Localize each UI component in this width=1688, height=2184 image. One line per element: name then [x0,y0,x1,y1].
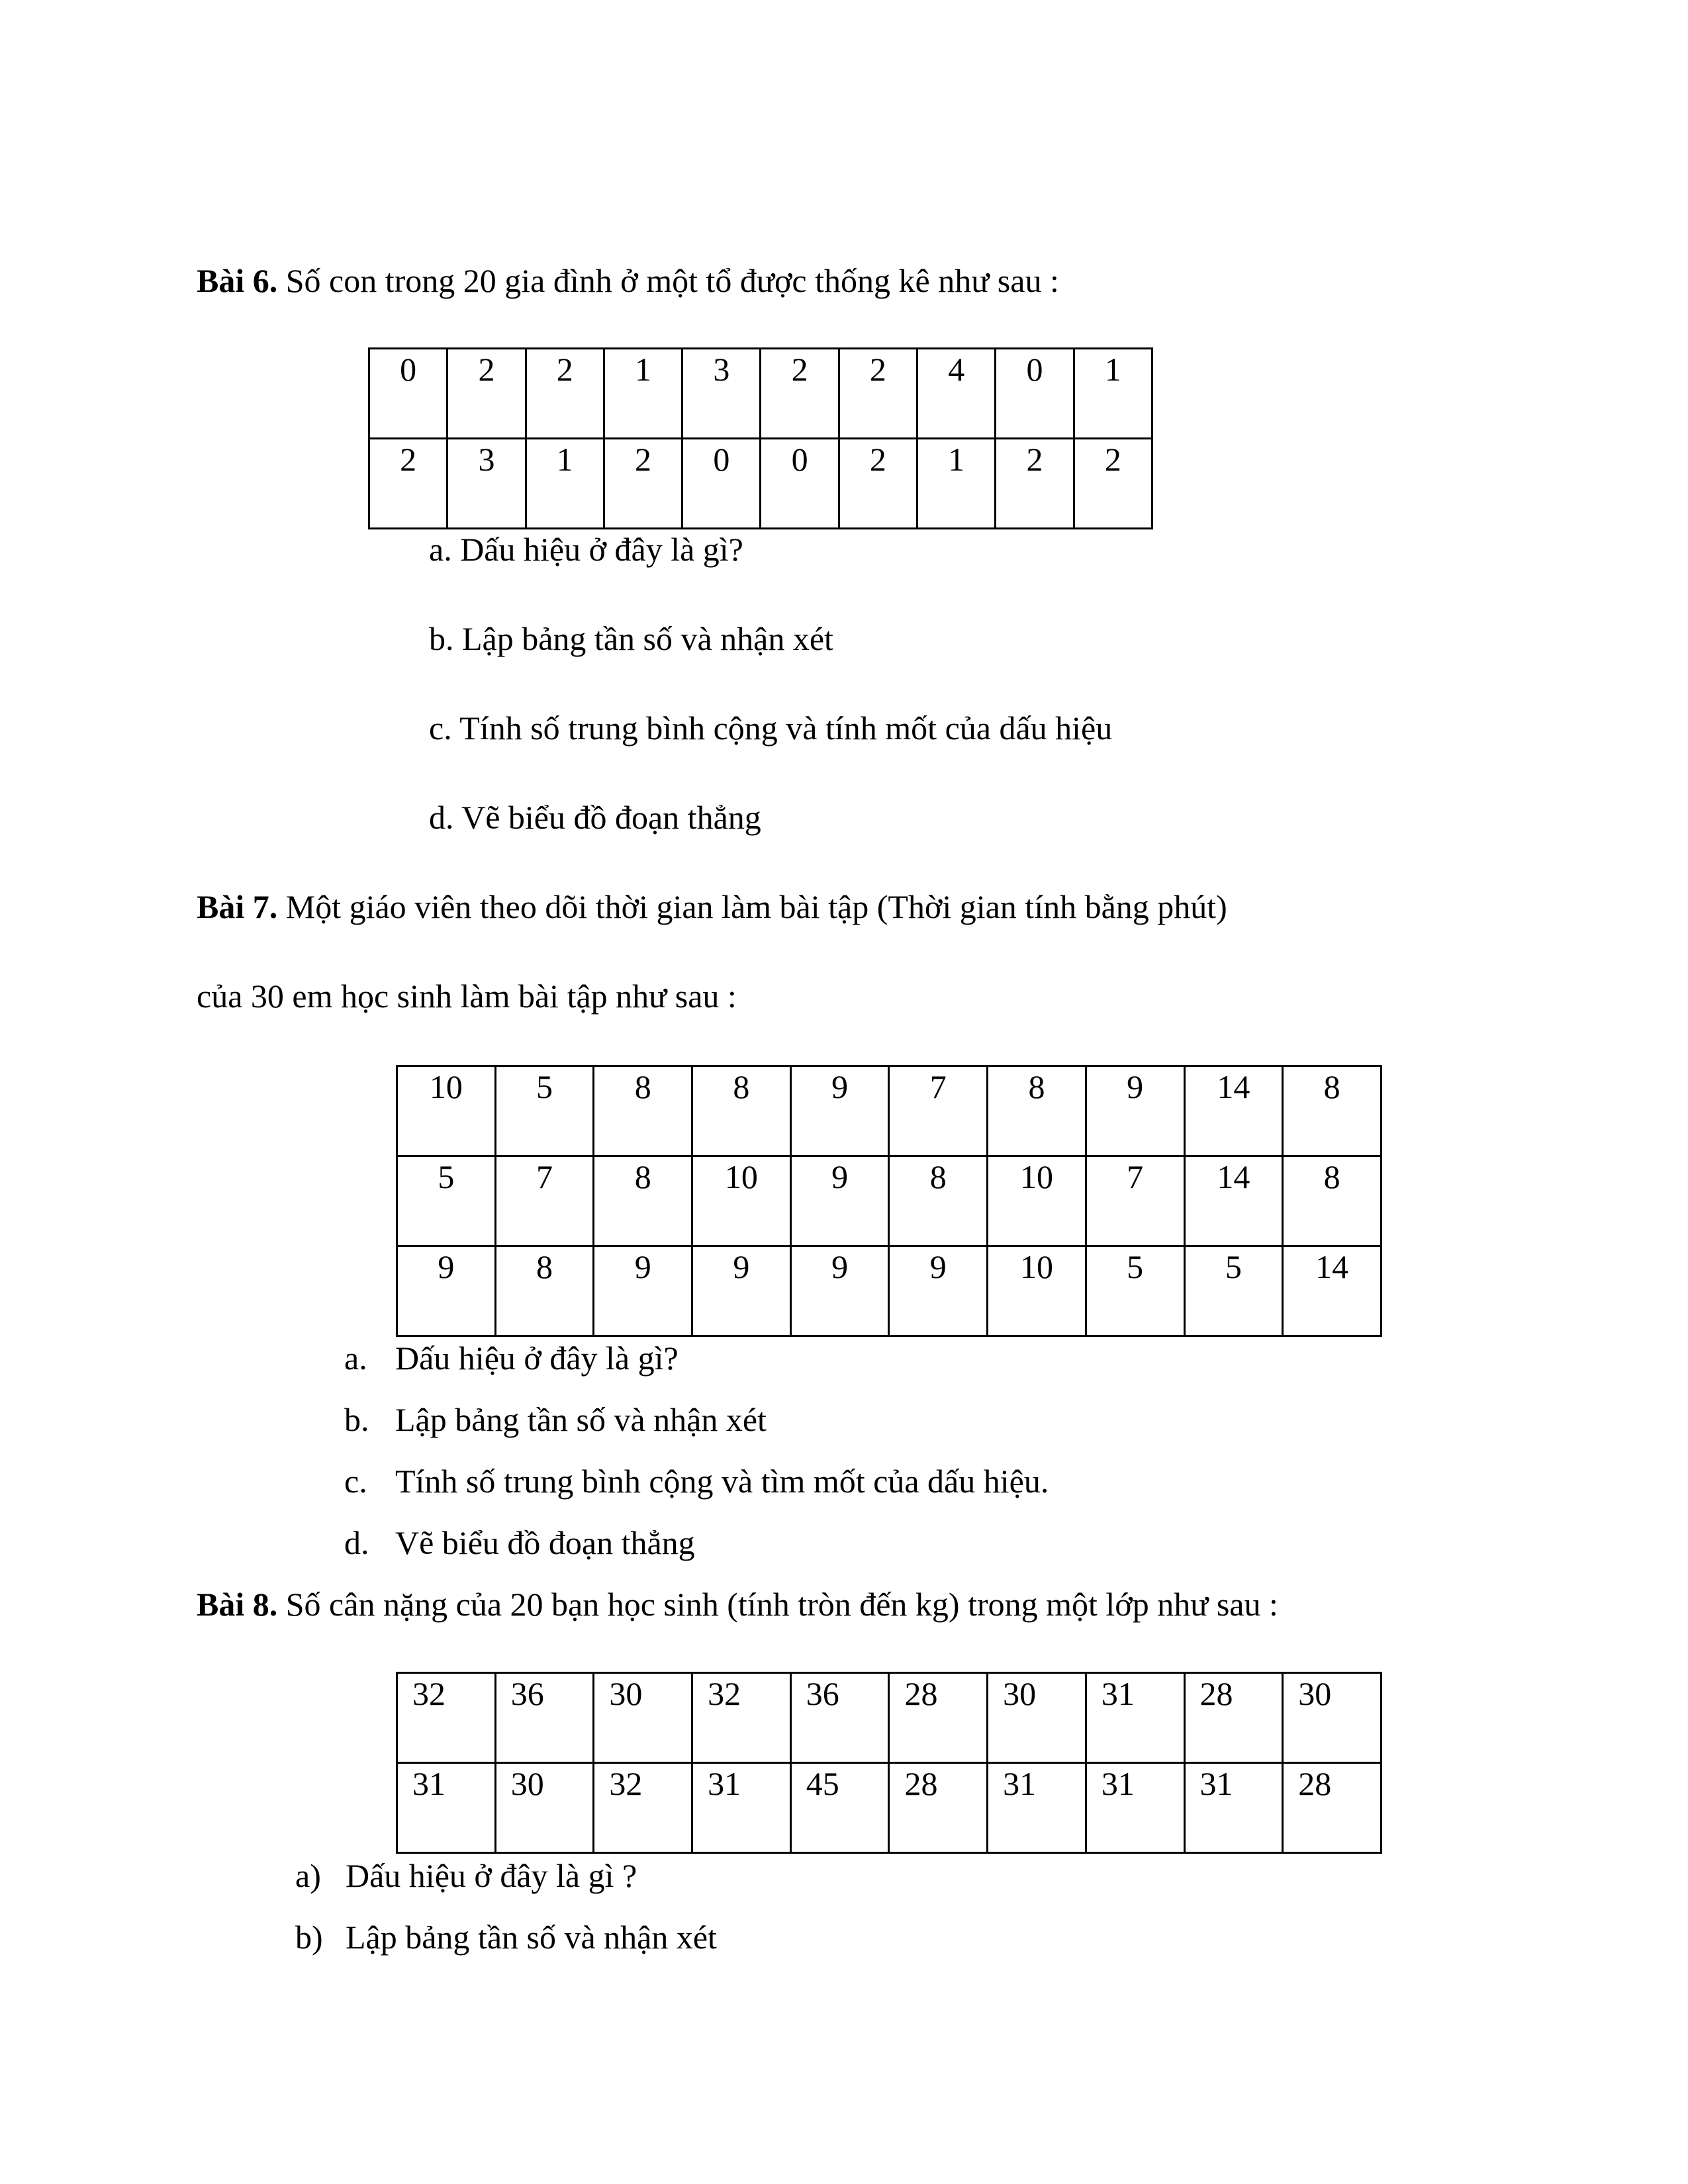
table-cell: 45 [790,1763,889,1853]
table-cell: 28 [889,1763,988,1853]
table-cell: 7 [889,1066,988,1156]
table-cell: 5 [495,1066,594,1156]
table-cell: 2 [447,349,526,439]
table-cell: 7 [495,1156,594,1246]
table-cell: 30 [988,1673,1086,1763]
table-cell: 0 [761,439,839,529]
table-cell: 1 [917,439,996,529]
table-row [397,1156,1382,1246]
table-cell: 32 [397,1673,496,1763]
table-cell: 2 [369,439,447,529]
table-cell: 9 [790,1066,889,1156]
table-cell: 8 [495,1246,594,1336]
bai7-question-b-marker: b. [344,1401,369,1438]
table-row [369,349,1152,439]
table-cell: 2 [526,349,604,439]
table-cell: 36 [790,1673,889,1763]
table-cell: 3 [682,349,761,439]
table-cell: 3 [447,439,526,529]
table-cell: 9 [889,1246,988,1336]
bai8-text: Số cân nặng của 20 bạn học sinh (tính tròn đến kg) trong một lớp như sau : [277,1586,1278,1623]
table-cell: 5 [1184,1246,1283,1336]
bai8-question-b [295,1917,717,1957]
table-row [397,1673,1382,1763]
table-cell: 9 [790,1246,889,1336]
table-cell: 2 [604,439,682,529]
table-cell: 31 [1086,1763,1184,1853]
bai7-question-a [344,1338,679,1378]
bai6-question-d: d. Vẽ biểu đồ đoạn thẳng [429,799,761,836]
table-cell: 2 [1074,439,1152,529]
table-cell: 10 [988,1246,1086,1336]
bai6-question-c: c. Tính số trung bình cộng và tính mốt của dấu hiệu [429,709,1113,747]
table-cell: 2 [761,349,839,439]
table-cell: 14 [1283,1246,1382,1336]
bai7-question-a-marker: a. [344,1340,367,1377]
table-cell: 2 [839,439,917,529]
table-cell: 0 [369,349,447,439]
table-cell: 9 [692,1246,791,1336]
bai7-table [396,1065,1382,1337]
table-cell: 5 [1086,1246,1184,1336]
table-cell: 8 [988,1066,1086,1156]
table-cell: 9 [1086,1066,1184,1156]
bai7-text: Một giáo viên theo dõi thời gian làm bài tập (Thời gian tính bằng phút) [277,888,1227,925]
table-cell: 0 [682,439,761,529]
table-cell: 30 [1283,1673,1382,1763]
table-cell: 8 [1283,1066,1382,1156]
bai8-table [396,1672,1382,1854]
bai7-question-c-text: Tính số trung bình cộng và tìm mốt của dấu hiệu. [395,1463,1049,1500]
bai6-question-a: a. Dấu hiệu ở đây là gì? [429,531,743,568]
bai8-question-a [295,1856,637,1895]
table-cell: 9 [397,1246,496,1336]
bai7-question-c [344,1461,1049,1501]
table-row [397,1246,1382,1336]
table-cell: 10 [397,1066,496,1156]
table-cell: 32 [594,1763,692,1853]
table-cell: 28 [1283,1763,1382,1853]
bai6-label: Bài 6. [197,262,278,299]
table-cell: 14 [1184,1156,1283,1246]
table-row [397,1066,1382,1156]
bai7-question-d-text: Vẽ biểu đồ đoạn thẳng [395,1524,695,1561]
table-cell: 8 [594,1066,692,1156]
bai7-label: Bài 7. [197,888,278,925]
table-cell: 2 [996,439,1074,529]
table-cell: 9 [594,1246,692,1336]
bai7-question-a-text: Dấu hiệu ở đây là gì? [395,1340,679,1377]
table-cell: 9 [790,1156,889,1246]
bai7-heading [197,887,1227,927]
table-cell: 28 [889,1673,988,1763]
bai8-question-b-text: Lập bảng tần số và nhận xét [346,1919,717,1956]
bai8-label: Bài 8. [197,1586,278,1623]
bai8-question-b-marker: b) [295,1919,323,1956]
table-cell: 14 [1184,1066,1283,1156]
table-cell: 10 [988,1156,1086,1246]
table-cell: 1 [526,439,604,529]
table-row [369,439,1152,529]
table-cell: 32 [692,1673,791,1763]
bai7-question-b [344,1400,767,1439]
table-cell: 30 [495,1763,594,1853]
table-cell: 31 [988,1763,1086,1853]
table-cell: 1 [604,349,682,439]
bai8-heading [197,1584,1278,1624]
bai6-question-b: b. Lập bảng tần số và nhận xét [429,620,833,657]
bai6-table [368,347,1153,529]
bai8-question-a-marker: a) [295,1857,321,1894]
table-cell: 30 [594,1673,692,1763]
table-cell: 36 [495,1673,594,1763]
table-cell: 28 [1184,1673,1283,1763]
table-cell: 31 [1086,1673,1184,1763]
table-cell: 8 [594,1156,692,1246]
bai7-question-d [344,1523,695,1563]
table-cell: 8 [889,1156,988,1246]
table-cell: 5 [397,1156,496,1246]
bai7-question-d-marker: d. [344,1524,369,1561]
table-cell: 2 [839,349,917,439]
bai7-text2: của 30 em học sinh làm bài tập như sau : [197,978,737,1015]
bai7-question-b-text: Lập bảng tần số và nhận xét [395,1401,767,1438]
table-row [397,1763,1382,1853]
table-cell: 10 [692,1156,791,1246]
table-cell: 8 [1283,1156,1382,1246]
table-cell: 1 [1074,349,1152,439]
table-cell: 4 [917,349,996,439]
bai6-heading [197,261,1059,300]
table-cell: 31 [397,1763,496,1853]
bai6-text: Số con trong 20 gia đình ở một tổ được thống kê như sau : [277,262,1059,299]
bai8-question-a-text: Dấu hiệu ở đây là gì ? [346,1857,637,1894]
bai7-question-c-marker: c. [344,1463,367,1500]
table-cell: 8 [692,1066,791,1156]
table-cell: 7 [1086,1156,1184,1246]
table-cell: 31 [1184,1763,1283,1853]
table-cell: 31 [692,1763,791,1853]
table-cell: 0 [996,349,1074,439]
